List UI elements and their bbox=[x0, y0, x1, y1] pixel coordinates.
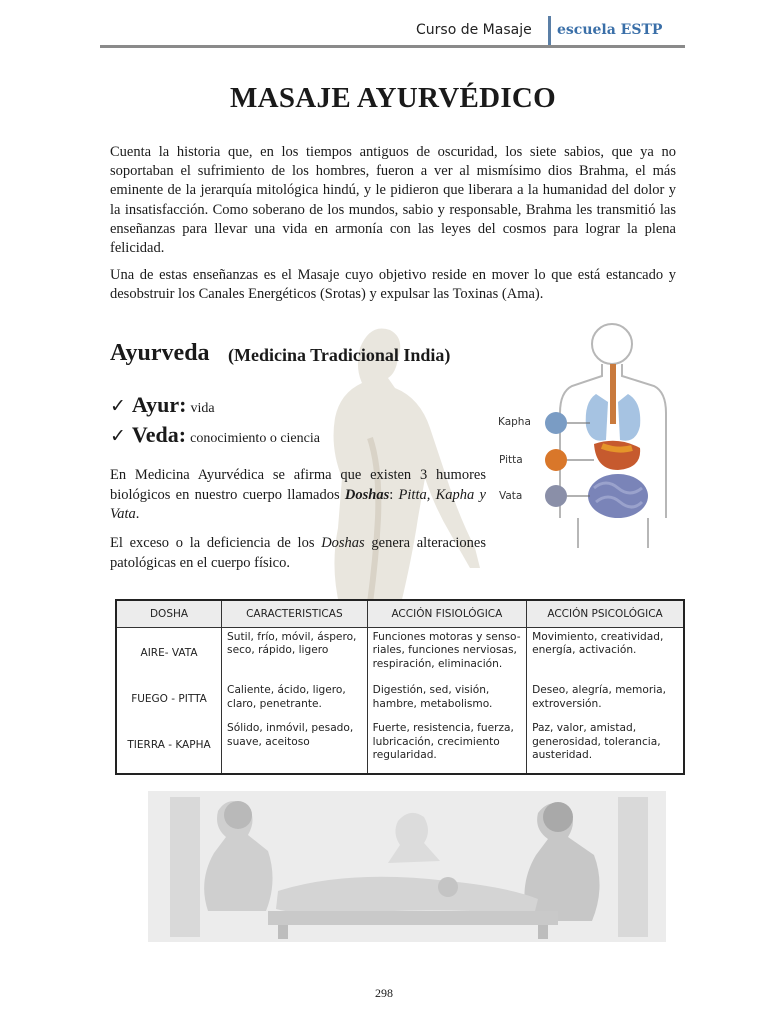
term-item-ayur bbox=[110, 392, 215, 418]
doshas-term: Doshas bbox=[321, 535, 365, 551]
massage-scene-illustration bbox=[148, 791, 666, 942]
page-title: MASAJE AYURVÉDICO bbox=[229, 82, 557, 114]
term-definition: vida bbox=[190, 401, 215, 416]
dosha-names: Pitta, Kapha y Vata bbox=[110, 486, 486, 522]
table-row bbox=[116, 681, 684, 719]
dosha-cell: FUEGO - PITTA bbox=[116, 681, 222, 719]
table-row bbox=[116, 627, 684, 681]
checkmark-icon: ✓ bbox=[110, 425, 126, 447]
section-heading: Ayurveda bbox=[110, 340, 210, 366]
dosha-cell: TIERRA - KAPHA bbox=[116, 719, 222, 774]
column-header: CARACTERISTICAS bbox=[222, 600, 368, 627]
column-header: ACCIÓN PSICOLÓGICA bbox=[527, 600, 684, 627]
term-definition: conocimiento o ciencia bbox=[190, 431, 320, 446]
header-rule bbox=[100, 45, 685, 48]
table-row bbox=[116, 719, 684, 774]
dosha-table bbox=[115, 599, 685, 775]
intro-paragraph-1: Cuenta la historia que, en los tiempos antiguos de oscuridad, los siete sabios, que ya no soportaban el sufrimiento de los hombres, fueron a ver al mismísimo dios Brahma, el más eminente de la jerarquía mitológica hindú, y le pidieron que liberara a la humanidad del dolor y la insatisfacción. Como soberano de los mundos, sabio y responsable, Brahma les transmitió las enseñanzas para llevar una vida en armonía con las leyes del cosmos para lograr la plena felicidad. bbox=[110, 144, 676, 257]
physiological-cell: Funciones motoras y senso-riales, funciones nerviosas, respiración, eliminación. bbox=[367, 627, 526, 681]
psychological-cell: Paz, valor, amistad, generosidad, tolerancia, austeridad. bbox=[527, 719, 684, 774]
term-label: Veda: bbox=[131, 422, 187, 447]
term-item-veda bbox=[110, 422, 320, 448]
characteristics-cell: Sutil, frío, móvil, áspero, seco, rápido, ligero bbox=[222, 627, 368, 681]
column-header: DOSHA bbox=[116, 600, 222, 627]
imbalance-paragraph: El exceso o la deficiencia de los Doshas genera alteraciones patológicas en el cuerpo físico. bbox=[110, 535, 486, 571]
characteristics-cell: Sólido, inmóvil, pesado, suave, aceitoso bbox=[222, 719, 368, 774]
physiological-cell: Fuerte, resistencia, fuerza, lubricación, crecimiento regularidad. bbox=[367, 719, 526, 774]
humour-label-vata: Vata bbox=[499, 490, 523, 502]
intro-paragraph-2: Una de estas enseñanzas es el Masaje cuyo objetivo reside en mover lo que está estancado y desobstruir los Canales Energéticos (Srotas) y expulsar las Toxinas (Ama). bbox=[110, 267, 676, 303]
table-header-row bbox=[116, 600, 684, 627]
human-torso-illustration bbox=[494, 318, 674, 548]
humour-label-pitta: Pitta bbox=[499, 454, 523, 466]
header-separator bbox=[548, 16, 551, 46]
physiological-cell: Digestión, sed, visión, hambre, metabolismo. bbox=[367, 681, 526, 719]
header-school-name: escuela ESTP bbox=[557, 22, 663, 38]
section-subheading: (Medicina Tradicional India) bbox=[228, 345, 451, 365]
anatomy-diagram bbox=[494, 318, 674, 548]
column-header: ACCIÓN FISIOLÓGICA bbox=[367, 600, 526, 627]
doshas-paragraph: En Medicina Ayurvédica se afirma que existen 3 humores biológicos en nuestro cuerpo llamados Doshas: Pitta, Kapha y Vata. bbox=[110, 467, 486, 522]
doshas-term: Doshas bbox=[344, 486, 390, 503]
psychological-cell: Deseo, alegría, memoria, extroversión. bbox=[527, 681, 684, 719]
psychological-cell: Movimiento, creatividad, energía, activación. bbox=[527, 627, 684, 681]
characteristics-cell: Caliente, ácido, ligero, claro, penetrante. bbox=[222, 681, 368, 719]
term-label: Ayur: bbox=[131, 392, 187, 417]
header-course-title: Curso de Masaje bbox=[416, 22, 532, 38]
humour-label-kapha: Kapha bbox=[498, 416, 531, 428]
checkmark-icon: ✓ bbox=[110, 395, 126, 417]
page-number: 298 bbox=[375, 986, 393, 1000]
dosha-cell: AIRE- VATA bbox=[116, 627, 222, 681]
